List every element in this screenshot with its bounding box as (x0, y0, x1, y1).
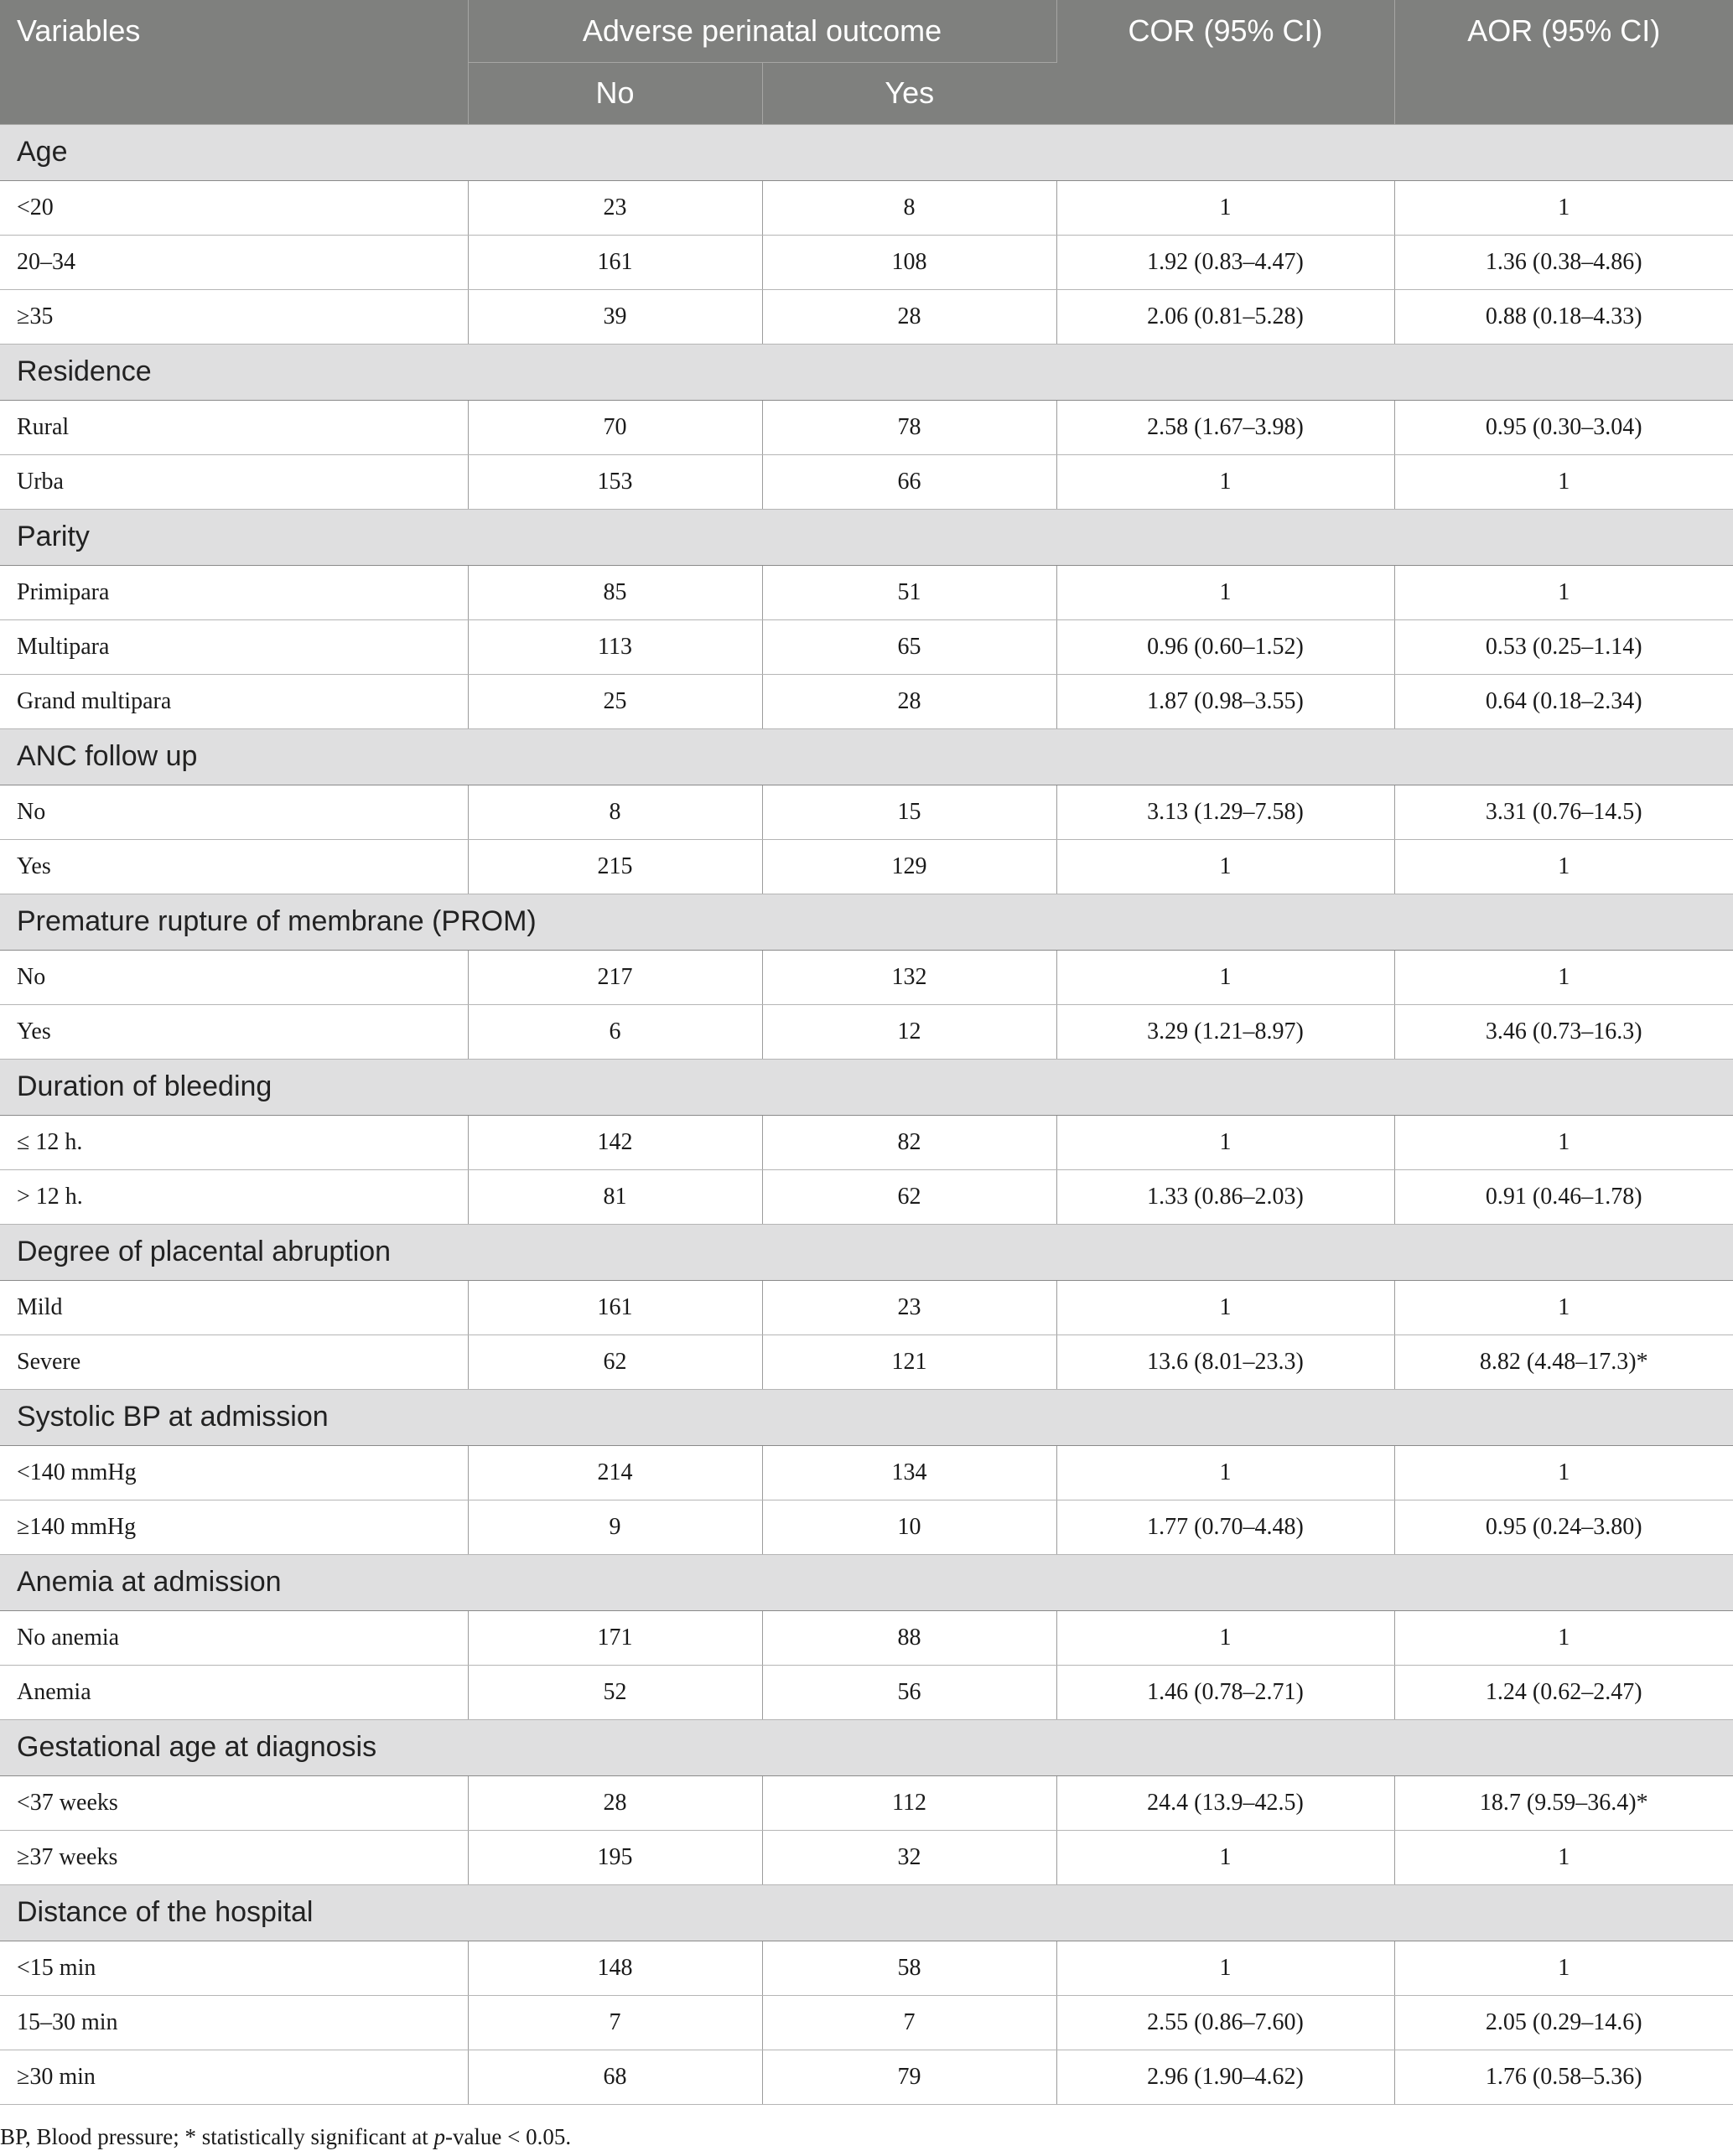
cell-no: 28 (468, 1775, 762, 1830)
group-label: Duration of bleeding (0, 1059, 1733, 1115)
row-label: 20–34 (0, 235, 468, 289)
table-body (0, 124, 1733, 2104)
cell-yes: 7 (762, 1995, 1056, 2050)
cell-aor: 0.91 (0.46–1.78) (1394, 1169, 1733, 1224)
cell-no: 70 (468, 400, 762, 454)
row-label: Severe (0, 1335, 468, 1389)
table-row (0, 1280, 1733, 1335)
cell-aor: 1 (1394, 1280, 1733, 1335)
row-label: Yes (0, 1004, 468, 1059)
group-label: ANC follow up (0, 728, 1733, 785)
header-no: No (468, 62, 762, 124)
cell-no: 148 (468, 1941, 762, 1995)
cell-yes: 79 (762, 2050, 1056, 2104)
cell-yes: 12 (762, 1004, 1056, 1059)
cell-aor: 1 (1394, 1445, 1733, 1500)
table-row (0, 1335, 1733, 1389)
row-label: ≥37 weeks (0, 1830, 468, 1884)
cell-aor: 2.05 (0.29–14.6) (1394, 1995, 1733, 2050)
row-label: ≥140 mmHg (0, 1500, 468, 1554)
cell-cor: 2.58 (1.67–3.98) (1056, 400, 1394, 454)
cell-cor: 2.06 (0.81–5.28) (1056, 289, 1394, 344)
group-label: Distance of the hospital (0, 1884, 1733, 1941)
group-row (0, 124, 1733, 180)
cell-aor: 1 (1394, 565, 1733, 619)
cell-no: 7 (468, 1995, 762, 2050)
cell-yes: 51 (762, 565, 1056, 619)
footnote-text: BP, Blood pressure; * statistically significant at (0, 2124, 434, 2149)
cell-no: 62 (468, 1335, 762, 1389)
cell-no: 195 (468, 1830, 762, 1884)
row-label: ≥30 min (0, 2050, 468, 2104)
table-row (0, 950, 1733, 1004)
group-row (0, 1554, 1733, 1610)
cell-no: 85 (468, 565, 762, 619)
cell-no: 52 (468, 1665, 762, 1719)
group-label: Anemia at admission (0, 1554, 1733, 1610)
table-row (0, 1610, 1733, 1665)
cell-yes: 62 (762, 1169, 1056, 1224)
cell-cor: 1 (1056, 839, 1394, 894)
header-row (0, 0, 1733, 62)
table-row (0, 1115, 1733, 1169)
table-row (0, 839, 1733, 894)
group-label: Premature rupture of membrane (PROM) (0, 894, 1733, 950)
cell-no: 171 (468, 1610, 762, 1665)
group-label: Systolic BP at admission (0, 1389, 1733, 1445)
row-label: No (0, 950, 468, 1004)
table-row (0, 1775, 1733, 1830)
group-label: Gestational age at diagnosis (0, 1719, 1733, 1775)
cell-cor: 1.33 (0.86–2.03) (1056, 1169, 1394, 1224)
cell-yes: 15 (762, 785, 1056, 839)
group-row (0, 894, 1733, 950)
table-row (0, 1445, 1733, 1500)
cell-no: 161 (468, 235, 762, 289)
cell-cor: 1 (1056, 1445, 1394, 1500)
cell-cor: 2.96 (1.90–4.62) (1056, 2050, 1394, 2104)
group-label: Degree of placental abruption (0, 1224, 1733, 1280)
cell-no: 142 (468, 1115, 762, 1169)
table-row (0, 2050, 1733, 2104)
cell-cor: 3.13 (1.29–7.58) (1056, 785, 1394, 839)
cell-cor: 1 (1056, 1115, 1394, 1169)
row-label: ≤ 12 h. (0, 1115, 468, 1169)
cell-yes: 56 (762, 1665, 1056, 1719)
cell-aor: 0.64 (0.18–2.34) (1394, 674, 1733, 728)
cell-cor: 0.96 (0.60–1.52) (1056, 619, 1394, 674)
cell-aor: 18.7 (9.59–36.4)* (1394, 1775, 1733, 1830)
cell-aor: 1 (1394, 950, 1733, 1004)
group-label: Residence (0, 344, 1733, 400)
group-row (0, 344, 1733, 400)
row-label: Grand multipara (0, 674, 468, 728)
group-row (0, 728, 1733, 785)
cell-cor: 2.55 (0.86–7.60) (1056, 1995, 1394, 2050)
table-row (0, 1665, 1733, 1719)
table-row (0, 235, 1733, 289)
row-label: Yes (0, 839, 468, 894)
cell-no: 6 (468, 1004, 762, 1059)
header-variables: Variables (0, 0, 468, 124)
cell-aor: 8.82 (4.48–17.3)* (1394, 1335, 1733, 1389)
row-label: ≥35 (0, 289, 468, 344)
header-cor: COR (95% CI) (1056, 0, 1394, 124)
cell-aor: 1 (1394, 454, 1733, 509)
cell-no: 39 (468, 289, 762, 344)
table-row (0, 1995, 1733, 2050)
row-label: No anemia (0, 1610, 468, 1665)
group-row (0, 1719, 1733, 1775)
cell-cor: 1 (1056, 1941, 1394, 1995)
row-label: Mild (0, 1280, 468, 1335)
header-yes: Yes (762, 62, 1056, 124)
cell-no: 23 (468, 180, 762, 235)
cell-aor: 0.95 (0.24–3.80) (1394, 1500, 1733, 1554)
header-outcome: Adverse perinatal outcome (468, 0, 1056, 62)
cell-no: 9 (468, 1500, 762, 1554)
cell-yes: 8 (762, 180, 1056, 235)
cell-yes: 28 (762, 289, 1056, 344)
cell-yes: 28 (762, 674, 1056, 728)
cell-no: 217 (468, 950, 762, 1004)
cell-yes: 88 (762, 1610, 1056, 1665)
cell-cor: 1.87 (0.98–3.55) (1056, 674, 1394, 728)
footnote-p-italic: p (433, 2124, 445, 2149)
table-row (0, 1830, 1733, 1884)
group-row (0, 1884, 1733, 1941)
group-row (0, 1224, 1733, 1280)
cell-yes: 112 (762, 1775, 1056, 1830)
cell-aor: 1 (1394, 180, 1733, 235)
cell-yes: 66 (762, 454, 1056, 509)
cell-aor: 0.95 (0.30–3.04) (1394, 400, 1733, 454)
cell-cor: 1 (1056, 454, 1394, 509)
footnote-text-end: -value < 0.05. (444, 2124, 572, 2149)
cell-aor: 3.46 (0.73–16.3) (1394, 1004, 1733, 1059)
row-label: No (0, 785, 468, 839)
cell-cor: 1 (1056, 565, 1394, 619)
group-row (0, 1059, 1733, 1115)
group-label: Age (0, 124, 1733, 180)
cell-yes: 134 (762, 1445, 1056, 1500)
table-row (0, 400, 1733, 454)
table-row (0, 785, 1733, 839)
header-aor: AOR (95% CI) (1394, 0, 1733, 124)
row-label: <20 (0, 180, 468, 235)
table-row (0, 289, 1733, 344)
cell-cor: 1 (1056, 1280, 1394, 1335)
table-row (0, 619, 1733, 674)
row-label: <15 min (0, 1941, 468, 1995)
cell-cor: 1.77 (0.70–4.48) (1056, 1500, 1394, 1554)
cell-yes: 23 (762, 1280, 1056, 1335)
group-label: Parity (0, 509, 1733, 565)
table-row (0, 1004, 1733, 1059)
group-row (0, 509, 1733, 565)
cell-aor: 1 (1394, 1115, 1733, 1169)
table-row (0, 674, 1733, 728)
cell-yes: 129 (762, 839, 1056, 894)
cell-aor: 1.76 (0.58–5.36) (1394, 2050, 1733, 2104)
cell-yes: 65 (762, 619, 1056, 674)
cell-no: 214 (468, 1445, 762, 1500)
cell-no: 8 (468, 785, 762, 839)
row-label: Urba (0, 454, 468, 509)
table-row (0, 565, 1733, 619)
cell-cor: 24.4 (13.9–42.5) (1056, 1775, 1394, 1830)
cell-yes: 78 (762, 400, 1056, 454)
cell-yes: 10 (762, 1500, 1056, 1554)
cell-no: 161 (468, 1280, 762, 1335)
cell-cor: 1 (1056, 1830, 1394, 1884)
cell-yes: 82 (762, 1115, 1056, 1169)
table-row (0, 1169, 1733, 1224)
row-label: <37 weeks (0, 1775, 468, 1830)
table-row (0, 454, 1733, 509)
cell-cor: 13.6 (8.01–23.3) (1056, 1335, 1394, 1389)
cell-no: 68 (468, 2050, 762, 2104)
cell-cor: 1 (1056, 950, 1394, 1004)
cell-aor: 0.53 (0.25–1.14) (1394, 619, 1733, 674)
row-label: Rural (0, 400, 468, 454)
cell-no: 81 (468, 1169, 762, 1224)
table-row (0, 180, 1733, 235)
row-label: > 12 h. (0, 1169, 468, 1224)
row-label: Primipara (0, 565, 468, 619)
cell-yes: 121 (762, 1335, 1056, 1389)
cell-aor: 1 (1394, 1830, 1733, 1884)
cell-aor: 1.36 (0.38–4.86) (1394, 235, 1733, 289)
cell-yes: 32 (762, 1830, 1056, 1884)
cell-yes: 132 (762, 950, 1056, 1004)
cell-no: 113 (468, 619, 762, 674)
row-label: Anemia (0, 1665, 468, 1719)
cell-cor: 1.92 (0.83–4.47) (1056, 235, 1394, 289)
table-row (0, 1500, 1733, 1554)
cell-aor: 1 (1394, 839, 1733, 894)
row-label: Multipara (0, 619, 468, 674)
cell-yes: 108 (762, 235, 1056, 289)
cell-aor: 1 (1394, 1610, 1733, 1665)
row-label: <140 mmHg (0, 1445, 468, 1500)
group-row (0, 1389, 1733, 1445)
cell-no: 153 (468, 454, 762, 509)
footnote (0, 2124, 571, 2150)
cell-cor: 1 (1056, 180, 1394, 235)
cell-aor: 1.24 (0.62–2.47) (1394, 1665, 1733, 1719)
cell-no: 25 (468, 674, 762, 728)
cell-cor: 1 (1056, 1610, 1394, 1665)
cell-aor: 1 (1394, 1941, 1733, 1995)
cell-cor: 3.29 (1.21–8.97) (1056, 1004, 1394, 1059)
cell-aor: 3.31 (0.76–14.5) (1394, 785, 1733, 839)
cell-no: 215 (468, 839, 762, 894)
cell-aor: 0.88 (0.18–4.33) (1394, 289, 1733, 344)
table-row (0, 1941, 1733, 1995)
cell-cor: 1.46 (0.78–2.71) (1056, 1665, 1394, 1719)
cell-yes: 58 (762, 1941, 1056, 1995)
row-label: 15–30 min (0, 1995, 468, 2050)
